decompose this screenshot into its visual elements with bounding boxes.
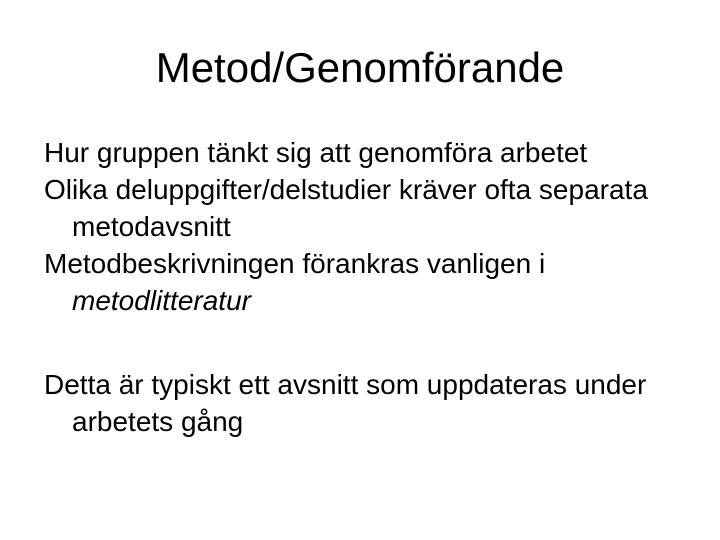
bullet-item — [44, 134, 684, 171]
bullet-text: Metodbeskrivningen förankras vanligen i — [44, 248, 546, 279]
bullet-text: Detta är typiskt ett avsnitt som uppdateras under arbetets gång — [44, 369, 647, 437]
bullet-item — [44, 366, 684, 440]
slide-body — [44, 134, 684, 440]
bullet-item — [44, 171, 684, 245]
bullet-text: Hur gruppen tänkt sig att genomföra arbetet — [44, 137, 588, 168]
bullet-italic-text: metodlitteratur — [72, 285, 251, 316]
slide-title: Metod/Genomförande — [155, 44, 565, 91]
bullet-item — [44, 245, 684, 319]
bullet-text: Olika deluppgifter/delstudier kräver ofta separata metodavsnitt — [44, 174, 648, 242]
spacer — [44, 319, 684, 366]
